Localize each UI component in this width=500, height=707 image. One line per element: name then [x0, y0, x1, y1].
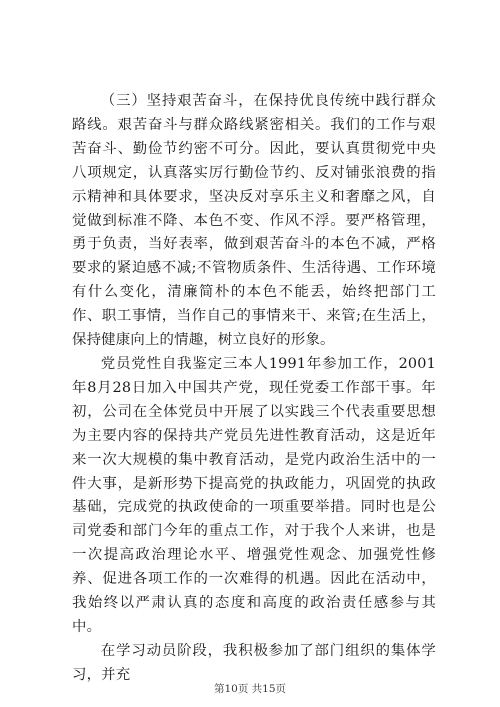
page-number-footer: 第10页 共15页: [213, 683, 287, 695]
document-body: [72, 90, 436, 688]
paragraph-3: 在学习动员阶段，我积极参加了部门组织的集体学习，并充: [72, 642, 436, 683]
paragraph-2: 党员党性自我鉴定三本人1991年参加工作，2001年8月28日加入中国共产党，现任党委工作部干事。年初，公司在全体党员中开展了以实践三个代表重要思想为主要内容的保持共产党员先进性教育活动，这是近年来一次大规模的集中教育活动，是党内政治生活中的一件大事，是新形势下提高党的执政能力，巩固党的执政基础，完成党的执政使命的一项重要举措。同时也是公司党委和部门今年的重点工作，对于我个人来讲，也是一次提高政治理论水平、增强党性观念、加强党性修养、促进各项工作的一次难得的机遇。因此在活动中，我始终以严肃认真的态度和高度的政治责任感参与其中。: [72, 355, 436, 635]
paragraph-1: （三）坚持艰苦奋斗，在保持优良传统中践行群众路线。艰苦奋斗与群众路线紧密相关。我们的工作与艰苦奋斗、勤俭节约密不可分。因此，要认真贯彻党中央八项规定，认真落实厉行勤俭节约、反对铺张浪费的指示精神和具体要求，坚决反对享乐主义和奢靡之风，自觉做到标准不降、本色不变、作风不浮。要严格管理，勇于负责，当好表率，做到艰苦奋斗的本色不减，严格要求的紧迫感不减;不管物质条件、生活待遇、工作环境有什么变化，清廉简朴的本色不能丢，始终把部门工作、职工事情，当作自己的事情来干、来管;在生活上，保持健康向上的情趣，树立良好的形象。: [72, 93, 436, 349]
